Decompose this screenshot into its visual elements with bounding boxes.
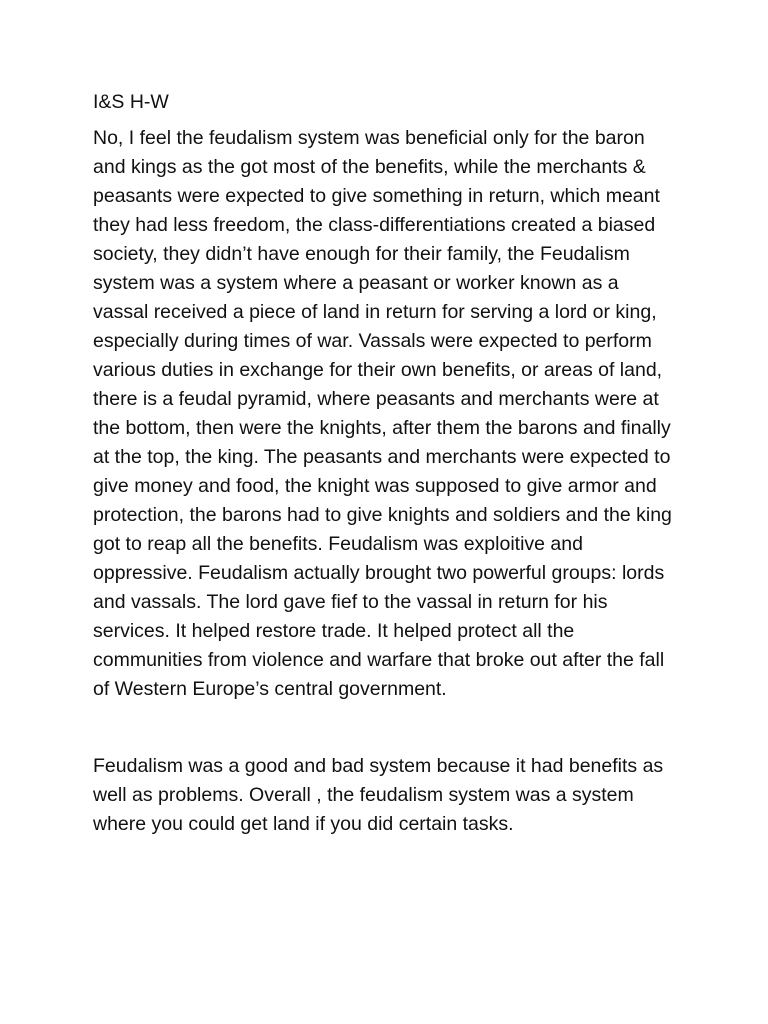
paragraph-conclusion: Feudalism was a good and bad system because it had benefits as well as problems. Overall , the feudalism system was a system where you could get land if you did certain tasks. — [93, 755, 664, 835]
document-title: I&S H-W — [93, 91, 169, 113]
paragraph-main: No, I feel the feudalism system was beneficial only for the baron and kings as the got most of the benefits, while the merchants & peasants were expected to give something in return, which meant they had less freedom, the class-differentiations created a biased society, they didn’t have enough for their family, the Feudalism system was a system where a peasant or worker known as a vassal received a piece of land in return for serving a lord or king, especially during times of war. Vassals were expected to perform various duties in exchange for their own benefits, or areas of land, there is a feudal pyramid, where peasants and merchants were at the bottom, then were the knights, after them the barons and finally at the top, the king. The peasants and merchants were expected to give money and food, the knight was supposed to give armor and protection, the barons had to give knights and soldiers and the king got to reap all the benefits. Feudalism was exploitive and oppressive. Feudalism actually brought two powerful groups: lords and vassals. The lord gave fief to the vassal in return for his services. It helped restore trade. It helped protect all the communities from violence and warfare that broke out after the fall of Western Europe’s central government. — [93, 127, 672, 700]
document-body — [93, 88, 679, 839]
